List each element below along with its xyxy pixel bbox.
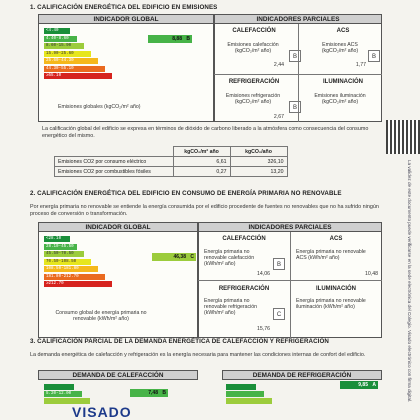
section3-cooling-letter: A xyxy=(372,382,376,388)
section1-global-arrow xyxy=(148,35,192,43)
section2-iluminacion-title: ILUMINACIÓN xyxy=(316,286,356,292)
section1-calefaccion-label: Emisiones calefacción (kgCO₂/m² año) xyxy=(227,42,279,54)
section2-scale-bar-c: 45.50-70.50 xyxy=(44,251,84,257)
emissions-row-value: 326,10 xyxy=(230,157,287,167)
section2-refrigeracion-letter: C xyxy=(273,308,285,320)
section2-global-arrow-value: 46,38 xyxy=(173,254,186,260)
section2-partial-header: INDICADORES PARCIALES xyxy=(198,222,382,232)
section1-iluminacion-label: Emisiones iluminación (kgCO₂/m² año) xyxy=(314,93,366,105)
section3-heating-arrow xyxy=(130,389,168,397)
section3-cooling-value: 9,85 xyxy=(358,382,368,388)
section2-refrigeracion-label: Energía primaria no renovable refrigeración (kWh/m² año) xyxy=(204,298,258,316)
section2-scale-bar-b: 28.10-45.50 xyxy=(44,244,77,250)
section3-cooling-bar-c xyxy=(226,398,272,404)
section2-iluminacion-label: Energía primaria no renovable iluminación (kWh/m² año) xyxy=(296,298,366,310)
section3-cooling-bar-a xyxy=(226,384,256,390)
section3-heating-bar-a xyxy=(44,384,74,390)
section1-acs-letter: B xyxy=(368,50,380,62)
emissions-row-value: 6,61 xyxy=(173,157,230,167)
section3-heating-bar-b: 5.20-12.00 xyxy=(44,391,82,397)
section1-refrigeracion-value: 2,67 xyxy=(273,114,284,120)
section3-heating-letter: B xyxy=(162,390,166,396)
section2-global-arrow xyxy=(152,253,196,261)
section1-scale-bar-d: 15.90-25.60 xyxy=(44,51,91,57)
section3-heating-header: DEMANDA DE CALEFACCIÓN xyxy=(38,370,198,380)
section3-title: 3. CALIFICACIÓN PARCIAL DE LA DEMANDA ENERGÉTICA DE CALEFACCIÓN Y REFRIGERACIÓN xyxy=(30,338,329,345)
section2-calefaccion-letter: B xyxy=(273,258,285,270)
section2-global-arrow-letter: C xyxy=(190,254,194,260)
section1-global-header: INDICADOR GLOBAL xyxy=(38,14,214,24)
section1-partial-header: INDICADORES PARCIALES xyxy=(214,14,382,24)
emissions-row-value: 0,27 xyxy=(173,167,230,177)
section2-acs-value: 10,48 xyxy=(365,271,378,277)
section2-scale-bar-g: ≥212.70 xyxy=(44,281,112,287)
section2-calefaccion-value: 14,06 xyxy=(257,271,270,277)
section1-refrigeracion-label: Emisiones refrigeración (kgCO₂/m² año) xyxy=(225,93,281,105)
section1-divider-v xyxy=(298,24,299,122)
section1-scale-bar-b: 4.40-8.60 xyxy=(44,36,77,42)
emissions-table-header-year: kgCO₂/año xyxy=(230,147,287,157)
section2-global-label: Consumo global de energía primaria no renovable (kWh/m² año) xyxy=(55,310,147,322)
emissions-row-label: Emisiones CO2 por consumo eléctrico xyxy=(55,157,174,167)
section1-iluminacion-title: ILUMINACIÓN xyxy=(323,79,363,85)
qr-code xyxy=(386,120,420,154)
emissions-row-value: 13,20 xyxy=(230,167,287,177)
section2-acs-label: Energía primaria no renovable ACS (kWh/m² año) xyxy=(296,249,366,261)
section2-title: 2. CALIFICACIÓN ENERGÉTICA DEL EDIFICIO EN CONSUMO DE ENERGÍA PRIMARIA NO RENOVABLE xyxy=(30,190,342,197)
section3-cooling-header: DEMANDA DE REFRIGERACIÓN xyxy=(222,370,382,380)
section1-note: La calificación global del edificio se expresa en términos de dióxido de carbono liberado a la atmósfera como consecuencia del consumo energético del mismo. xyxy=(42,126,369,139)
section2-divider-v xyxy=(290,232,291,338)
section1-emissions-table xyxy=(54,146,288,177)
section3-cooling-bar-b xyxy=(226,391,264,397)
section2-calefaccion-title: CALEFACCIÓN xyxy=(222,236,266,242)
section1-scale-bar-a: <4.40 xyxy=(44,28,70,34)
section2-scale-bar-f: 181.80-212.70 xyxy=(44,274,105,280)
section1-title: 1. CALIFICACIÓN ENERGÉTICA DEL EDIFICIO EN EMISIONES xyxy=(30,4,218,11)
section1-calefaccion-title: CALEFACCIÓN xyxy=(232,28,276,34)
section1-refrigeracion-letter: B xyxy=(289,101,301,113)
visado-stamp: VISADO xyxy=(72,404,132,420)
section2-global-header: INDICADOR GLOBAL xyxy=(38,222,198,232)
section2-refrigeracion-value: 15,76 xyxy=(257,326,270,332)
section1-scale-bar-g: ≥55.10 xyxy=(44,73,112,79)
section1-global-label: Emisiones globales (kgCO₂/m² año) xyxy=(58,104,141,110)
emissions-row-label: Emisiones CO2 por combustibles fósiles xyxy=(55,167,174,177)
section2-calefaccion-label: Energía primaria no renovable calefacción (kWh/m² año) xyxy=(204,249,255,267)
section3-cooling-arrow xyxy=(340,381,378,389)
side-verification-text: La validez de este documento puede verificarse en la sede electrónica del Colegio. Visado electrónico con firma digital. xyxy=(407,160,412,403)
section3-intro: La demanda energética de calefacción y refrigeración es la energía necesaria para mantener las condiciones internas de confort del edificio. xyxy=(30,352,366,358)
section2-scale-bar-d: 70.50-108.50 xyxy=(44,259,91,265)
section2-intro: Por energía primaria no renovable se entiende la energía consumida por el edificio procedente de fuentes no renovables que no ha sufrido ningún proceso de conversión o transformación. xyxy=(30,204,379,217)
section1-calefaccion-value: 2,44 xyxy=(273,62,284,68)
section1-scale-bar-f: 44.30-55.10 xyxy=(44,66,105,72)
section1-global-arrow-value: 8,88 xyxy=(172,36,182,42)
section2-scale-bar-e: 108.50-181.80 xyxy=(44,266,98,272)
section1-acs-label: Emisiones ACS (kgCO₂/m² año) xyxy=(321,42,359,54)
section1-global-arrow-letter: B xyxy=(186,36,190,42)
section2-acs-title: ACS xyxy=(329,236,343,242)
section1-calefaccion-letter: B xyxy=(289,50,301,62)
section1-scale-bar-c: 8.60-15.90 xyxy=(44,43,84,49)
section1-acs-value: 1,77 xyxy=(355,62,366,68)
section2-scale-bar-a: <28.10 xyxy=(44,236,70,242)
section2-refrigeracion-title: REFRIGERACIÓN xyxy=(218,286,270,292)
section1-acs-title: ACS xyxy=(336,28,350,34)
emissions-table-header-m2: kgCO₂/m² año xyxy=(173,147,230,157)
section3-heating-value: 7,48 xyxy=(148,390,158,396)
section1-refrigeracion-title: REFRIGERACIÓN xyxy=(228,79,280,85)
section1-scale-bar-e: 25.60-44.30 xyxy=(44,58,98,64)
